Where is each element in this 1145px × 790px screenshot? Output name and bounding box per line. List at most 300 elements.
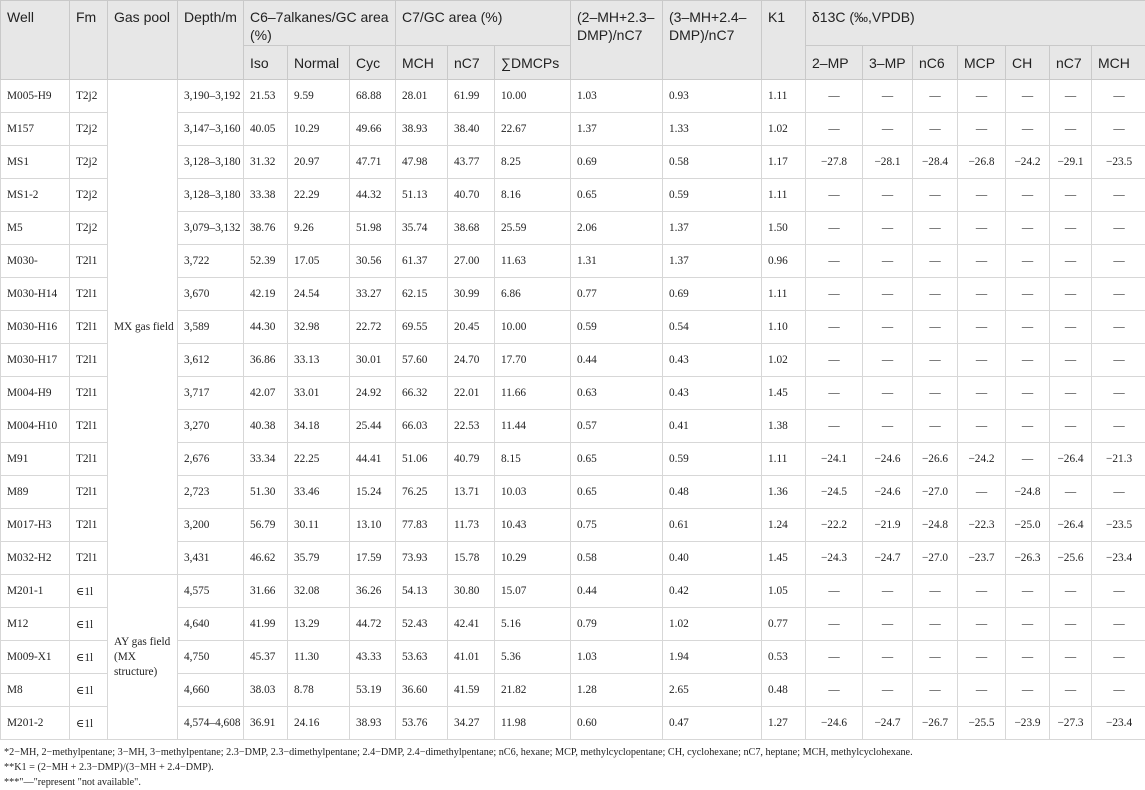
cell-nc6: — — [913, 113, 958, 146]
cell-r2: 0.58 — [663, 146, 762, 179]
cell-mcp: −24.2 — [958, 443, 1006, 476]
cell-iso: 52.39 — [244, 245, 288, 278]
col-header-d-mcp: MCP — [958, 46, 1006, 80]
cell-ch: — — [1006, 179, 1050, 212]
cell-fm: T2l1 — [70, 311, 108, 344]
cell-dmch: −21.3 — [1092, 443, 1145, 476]
cell-ch: — — [1006, 641, 1050, 674]
cell-r1: 0.63 — [571, 377, 663, 410]
cell-nc7: 38.40 — [448, 113, 495, 146]
cell-r1: 1.28 — [571, 674, 663, 707]
cell-iso: 38.76 — [244, 212, 288, 245]
cell-cyc: 30.01 — [350, 344, 396, 377]
cell-r1: 0.44 — [571, 575, 663, 608]
cell-normal: 33.01 — [288, 377, 350, 410]
cell-nc6: −26.7 — [913, 707, 958, 740]
cell-dmcps: 10.29 — [495, 542, 571, 575]
cell-dmcps: 8.25 — [495, 146, 571, 179]
cell-k1: 1.17 — [762, 146, 806, 179]
cell-k1: 1.11 — [762, 278, 806, 311]
cell-well: M005-H9 — [1, 80, 70, 113]
cell-depth: 4,575 — [178, 575, 244, 608]
cell-mp3: −24.7 — [863, 707, 913, 740]
cell-nc7: 11.73 — [448, 509, 495, 542]
cell-r2: 2.65 — [663, 674, 762, 707]
cell-well: M030-H14 — [1, 278, 70, 311]
cell-depth: 3,722 — [178, 245, 244, 278]
cell-cyc: 13.10 — [350, 509, 396, 542]
cell-ch: — — [1006, 245, 1050, 278]
cell-mp3: −24.6 — [863, 443, 913, 476]
cell-r2: 0.59 — [663, 179, 762, 212]
cell-k1: 1.36 — [762, 476, 806, 509]
cell-k1: 1.02 — [762, 344, 806, 377]
cell-well: M5 — [1, 212, 70, 245]
cell-mp3: — — [863, 80, 913, 113]
cell-iso: 40.38 — [244, 410, 288, 443]
cell-dmch: −23.5 — [1092, 509, 1145, 542]
col-header-d13c-group: δ13C (‰,VPDB) — [806, 1, 1145, 46]
col-header-d-mch: MCH — [1092, 46, 1145, 80]
cell-mp3: — — [863, 608, 913, 641]
cell-mch: 47.98 — [396, 146, 448, 179]
cell-mch: 35.74 — [396, 212, 448, 245]
cell-mcp: — — [958, 641, 1006, 674]
footnote: *2−MH, 2−methylpentane; 3−MH, 3−methylpentane; 2.3−DMP, 2.3−dimethylpentane; 2.4−DMP, 2.4−dimethylpentane; nC6, hexane; MCP, methylcyclopentane; CH, cyclohexane; nC7, heptane; MCH, methylcyclohexane. — [4, 747, 913, 758]
col-header-depth: Depth/m — [178, 1, 244, 80]
col-header-alkanes-group: C6–7alkanes/GC area (%) — [244, 1, 396, 46]
cell-depth: 4,660 — [178, 674, 244, 707]
cell-r2: 0.43 — [663, 377, 762, 410]
cell-fm: T2l1 — [70, 410, 108, 443]
cell-iso: 46.62 — [244, 542, 288, 575]
cell-mp3: — — [863, 212, 913, 245]
cell-r2: 0.42 — [663, 575, 762, 608]
cell-nc7: 41.59 — [448, 674, 495, 707]
cell-depth: 3,200 — [178, 509, 244, 542]
cell-iso: 42.19 — [244, 278, 288, 311]
cell-dmcps: 17.70 — [495, 344, 571, 377]
cell-mch: 61.37 — [396, 245, 448, 278]
cell-depth: 3,670 — [178, 278, 244, 311]
cell-iso: 21.53 — [244, 80, 288, 113]
cell-dmch: −23.5 — [1092, 146, 1145, 179]
cell-cyc: 49.66 — [350, 113, 396, 146]
cell-mp3: — — [863, 113, 913, 146]
cell-k1: 1.24 — [762, 509, 806, 542]
cell-dmch: — — [1092, 377, 1145, 410]
cell-mch: 62.15 — [396, 278, 448, 311]
cell-r1: 0.79 — [571, 608, 663, 641]
cell-r1: 2.06 — [571, 212, 663, 245]
table-row — [1, 575, 1145, 608]
cell-r2: 0.59 — [663, 443, 762, 476]
cell-depth: 3,270 — [178, 410, 244, 443]
cell-mp3: — — [863, 278, 913, 311]
cell-iso: 36.86 — [244, 344, 288, 377]
cell-mp2: −24.1 — [806, 443, 863, 476]
cell-mp3: — — [863, 245, 913, 278]
cell-dmch: −23.4 — [1092, 707, 1145, 740]
cell-normal: 13.29 — [288, 608, 350, 641]
cell-fm: T2l1 — [70, 476, 108, 509]
cell-nc7: 15.78 — [448, 542, 495, 575]
cell-dmcps: 21.82 — [495, 674, 571, 707]
cell-fm: T2l1 — [70, 278, 108, 311]
cell-dmch: — — [1092, 212, 1145, 245]
cell-cyc: 25.44 — [350, 410, 396, 443]
cell-nc7: 34.27 — [448, 707, 495, 740]
cell-mp2: −27.8 — [806, 146, 863, 179]
cell-dmcps: 10.43 — [495, 509, 571, 542]
cell-mp2: — — [806, 674, 863, 707]
cell-k1: 1.38 — [762, 410, 806, 443]
cell-normal: 11.30 — [288, 641, 350, 674]
cell-well: M030- — [1, 245, 70, 278]
col-header-dmcps: ∑DMCPs — [495, 46, 571, 80]
cell-mp2: — — [806, 311, 863, 344]
cell-dmcps: 11.63 — [495, 245, 571, 278]
cell-cyc: 44.41 — [350, 443, 396, 476]
cell-ch: — — [1006, 575, 1050, 608]
cell-mch: 52.43 — [396, 608, 448, 641]
col-header-ratio1: (2–MH+2.3–DMP)/nC7 — [571, 1, 663, 80]
cell-cyc: 47.71 — [350, 146, 396, 179]
cell-mp3: −24.7 — [863, 542, 913, 575]
cell-cyc: 30.56 — [350, 245, 396, 278]
col-header-d-3mp: 3–MP — [863, 46, 913, 80]
cell-dmcps: 25.59 — [495, 212, 571, 245]
cell-fm: T2j2 — [70, 113, 108, 146]
cell-nc6: — — [913, 641, 958, 674]
col-header-nc7: nC7 — [448, 46, 495, 80]
cell-r1: 0.59 — [571, 311, 663, 344]
cell-ch: — — [1006, 377, 1050, 410]
cell-normal: 8.78 — [288, 674, 350, 707]
cell-dmcps: 11.66 — [495, 377, 571, 410]
cell-fm: T2l1 — [70, 377, 108, 410]
cell-dnc7: — — [1050, 377, 1092, 410]
cell-mp3: — — [863, 410, 913, 443]
cell-dnc7: — — [1050, 113, 1092, 146]
cell-mch: 51.13 — [396, 179, 448, 212]
cell-dmcps: 11.98 — [495, 707, 571, 740]
cell-iso: 45.37 — [244, 641, 288, 674]
cell-r1: 1.37 — [571, 113, 663, 146]
cell-cyc: 68.88 — [350, 80, 396, 113]
cell-r2: 1.37 — [663, 212, 762, 245]
cell-dnc7: −29.1 — [1050, 146, 1092, 179]
cell-cyc: 36.26 — [350, 575, 396, 608]
cell-k1: 0.77 — [762, 608, 806, 641]
cell-dnc7: — — [1050, 641, 1092, 674]
cell-nc6: — — [913, 674, 958, 707]
cell-r2: 0.41 — [663, 410, 762, 443]
cell-iso: 31.32 — [244, 146, 288, 179]
cell-dnc7: — — [1050, 311, 1092, 344]
cell-well: M032-H2 — [1, 542, 70, 575]
cell-dmcps: 15.07 — [495, 575, 571, 608]
cell-r2: 0.54 — [663, 311, 762, 344]
cell-mp3: −28.1 — [863, 146, 913, 179]
col-header-fm: Fm — [70, 1, 108, 80]
cell-well: M030-H16 — [1, 311, 70, 344]
cell-cyc: 22.72 — [350, 311, 396, 344]
cell-mp3: — — [863, 311, 913, 344]
cell-fm: T2l1 — [70, 542, 108, 575]
cell-nc7: 30.99 — [448, 278, 495, 311]
cell-dmch: — — [1092, 80, 1145, 113]
cell-depth: 2,723 — [178, 476, 244, 509]
cell-depth: 3,147–3,160 — [178, 113, 244, 146]
cell-mcp: — — [958, 476, 1006, 509]
cell-ch: — — [1006, 80, 1050, 113]
cell-depth: 3,612 — [178, 344, 244, 377]
cell-well: M009-X1 — [1, 641, 70, 674]
cell-dnc7: −25.6 — [1050, 542, 1092, 575]
cell-mp2: — — [806, 344, 863, 377]
cell-depth: 3,128–3,180 — [178, 179, 244, 212]
cell-dmcps: 5.16 — [495, 608, 571, 641]
cell-dnc7: — — [1050, 608, 1092, 641]
cell-dnc7: −26.4 — [1050, 443, 1092, 476]
cell-cyc: 17.59 — [350, 542, 396, 575]
cell-cyc: 38.93 — [350, 707, 396, 740]
cell-k1: 1.45 — [762, 377, 806, 410]
cell-dnc7: — — [1050, 410, 1092, 443]
cell-r2: 1.94 — [663, 641, 762, 674]
col-header-c7-group: C7/GC area (%) — [396, 1, 571, 46]
col-header-mch: MCH — [396, 46, 448, 80]
col-header-well: Well — [1, 1, 70, 80]
cell-normal: 22.29 — [288, 179, 350, 212]
cell-iso: 40.05 — [244, 113, 288, 146]
cell-r1: 0.65 — [571, 476, 663, 509]
cell-well: MS1-2 — [1, 179, 70, 212]
cell-well: M201-2 — [1, 707, 70, 740]
cell-iso: 31.66 — [244, 575, 288, 608]
cell-iso: 36.91 — [244, 707, 288, 740]
cell-k1: 1.02 — [762, 113, 806, 146]
cell-k1: 0.53 — [762, 641, 806, 674]
cell-well: M157 — [1, 113, 70, 146]
cell-mcp: — — [958, 311, 1006, 344]
cell-nc7: 30.80 — [448, 575, 495, 608]
cell-dmcps: 8.15 — [495, 443, 571, 476]
col-header-normal: Normal — [288, 46, 350, 80]
cell-nc6: — — [913, 80, 958, 113]
cell-mcp: — — [958, 674, 1006, 707]
cell-mch: 76.25 — [396, 476, 448, 509]
cell-nc6: −27.0 — [913, 476, 958, 509]
cell-k1: 1.50 — [762, 212, 806, 245]
cell-nc6: — — [913, 344, 958, 377]
cell-nc7: 61.99 — [448, 80, 495, 113]
cell-ch: — — [1006, 410, 1050, 443]
cell-mcp: −23.7 — [958, 542, 1006, 575]
cell-nc6: — — [913, 278, 958, 311]
cell-r2: 1.33 — [663, 113, 762, 146]
cell-mch: 38.93 — [396, 113, 448, 146]
cell-depth: 2,676 — [178, 443, 244, 476]
cell-mch: 57.60 — [396, 344, 448, 377]
cell-nc7: 22.01 — [448, 377, 495, 410]
cell-k1: 0.96 — [762, 245, 806, 278]
cell-fm: ∈1l — [70, 674, 108, 707]
cell-mcp: — — [958, 575, 1006, 608]
cell-mch: 69.55 — [396, 311, 448, 344]
cell-normal: 34.18 — [288, 410, 350, 443]
cell-mp2: — — [806, 377, 863, 410]
cell-nc6: −26.6 — [913, 443, 958, 476]
cell-ch: — — [1006, 212, 1050, 245]
cell-normal: 30.11 — [288, 509, 350, 542]
cell-ch: — — [1006, 443, 1050, 476]
cell-nc7: 43.77 — [448, 146, 495, 179]
col-header-d-2mp: 2–MP — [806, 46, 863, 80]
cell-r2: 0.43 — [663, 344, 762, 377]
col-header-k1: K1 — [762, 1, 806, 80]
cell-cyc: 44.72 — [350, 608, 396, 641]
cell-mp2: — — [806, 245, 863, 278]
cell-normal: 24.16 — [288, 707, 350, 740]
cell-dmch: — — [1092, 674, 1145, 707]
cell-cyc: 15.24 — [350, 476, 396, 509]
table-row — [1, 80, 1145, 113]
cell-cyc: 33.27 — [350, 278, 396, 311]
cell-mp2: — — [806, 278, 863, 311]
cell-mcp: — — [958, 410, 1006, 443]
cell-well: M91 — [1, 443, 70, 476]
col-header-gas-pool: Gas pool — [108, 1, 178, 80]
cell-iso: 56.79 — [244, 509, 288, 542]
cell-mcp: — — [958, 179, 1006, 212]
cell-mcp: — — [958, 377, 1006, 410]
cell-k1: 1.11 — [762, 443, 806, 476]
col-header-ratio2: (3–MH+2.4–DMP)/nC7 — [663, 1, 762, 80]
col-header-d-nc6: nC6 — [913, 46, 958, 80]
cell-nc7: 40.70 — [448, 179, 495, 212]
cell-nc7: 41.01 — [448, 641, 495, 674]
cell-mcp: — — [958, 608, 1006, 641]
cell-k1: 1.11 — [762, 80, 806, 113]
cell-dmcps: 6.86 — [495, 278, 571, 311]
cell-depth: 3,190–3,192 — [178, 80, 244, 113]
cell-iso: 51.30 — [244, 476, 288, 509]
footnote: ***"—"represent "not available". — [4, 777, 141, 788]
cell-k1: 0.48 — [762, 674, 806, 707]
cell-dmch: — — [1092, 311, 1145, 344]
cell-r1: 0.69 — [571, 146, 663, 179]
cell-nc7: 22.53 — [448, 410, 495, 443]
cell-well: M89 — [1, 476, 70, 509]
cell-depth: 3,079–3,132 — [178, 212, 244, 245]
cell-dnc7: — — [1050, 344, 1092, 377]
cell-dnc7: −26.4 — [1050, 509, 1092, 542]
cell-well: MS1 — [1, 146, 70, 179]
cell-nc6: −24.8 — [913, 509, 958, 542]
cell-iso: 41.99 — [244, 608, 288, 641]
cell-iso: 42.07 — [244, 377, 288, 410]
cell-well: M12 — [1, 608, 70, 641]
cell-well: M8 — [1, 674, 70, 707]
cell-fm: T2j2 — [70, 179, 108, 212]
cell-ch: — — [1006, 344, 1050, 377]
cell-k1: 1.45 — [762, 542, 806, 575]
cell-mp2: — — [806, 80, 863, 113]
cell-fm: ∈1l — [70, 575, 108, 608]
cell-nc6: — — [913, 377, 958, 410]
cell-cyc: 44.32 — [350, 179, 396, 212]
cell-r2: 1.37 — [663, 245, 762, 278]
cell-dnc7: — — [1050, 575, 1092, 608]
cell-dmcps: 10.00 — [495, 311, 571, 344]
cell-depth: 4,640 — [178, 608, 244, 641]
cell-dmcps: 5.36 — [495, 641, 571, 674]
cell-iso: 44.30 — [244, 311, 288, 344]
col-header-iso: Iso — [244, 46, 288, 80]
table-footnotes — [0, 740, 1145, 790]
cell-mp3: −21.9 — [863, 509, 913, 542]
cell-r1: 0.75 — [571, 509, 663, 542]
cell-mp3: — — [863, 641, 913, 674]
cell-dnc7: −27.3 — [1050, 707, 1092, 740]
cell-ch: — — [1006, 113, 1050, 146]
cell-nc7: 24.70 — [448, 344, 495, 377]
cell-fm: T2l1 — [70, 245, 108, 278]
gas-pool-cell: AY gas field (MX structure) — [108, 575, 178, 740]
cell-nc6: −28.4 — [913, 146, 958, 179]
cell-mch: 51.06 — [396, 443, 448, 476]
cell-nc7: 20.45 — [448, 311, 495, 344]
cell-r2: 1.02 — [663, 608, 762, 641]
cell-r1: 0.44 — [571, 344, 663, 377]
cell-ch: −23.9 — [1006, 707, 1050, 740]
cell-well: M004-H9 — [1, 377, 70, 410]
cell-fm: T2j2 — [70, 80, 108, 113]
cell-fm: ∈1l — [70, 608, 108, 641]
cell-r1: 0.58 — [571, 542, 663, 575]
cell-mcp: — — [958, 80, 1006, 113]
cell-cyc: 51.98 — [350, 212, 396, 245]
cell-well: M017-H3 — [1, 509, 70, 542]
cell-dmch: — — [1092, 278, 1145, 311]
cell-depth: 4,574–4,608 — [178, 707, 244, 740]
cell-k1: 1.05 — [762, 575, 806, 608]
cell-mch: 28.01 — [396, 80, 448, 113]
cell-ch: — — [1006, 674, 1050, 707]
cell-r1: 0.60 — [571, 707, 663, 740]
cell-nc6: −27.0 — [913, 542, 958, 575]
cell-mcp: −26.8 — [958, 146, 1006, 179]
cell-dnc7: — — [1050, 245, 1092, 278]
cell-dmcps: 22.67 — [495, 113, 571, 146]
cell-mch: 66.32 — [396, 377, 448, 410]
cell-r2: 0.48 — [663, 476, 762, 509]
cell-normal: 32.98 — [288, 311, 350, 344]
cell-dmch: −23.4 — [1092, 542, 1145, 575]
cell-mp3: — — [863, 179, 913, 212]
cell-nc6: — — [913, 608, 958, 641]
cell-normal: 32.08 — [288, 575, 350, 608]
cell-r2: 0.69 — [663, 278, 762, 311]
cell-mp2: — — [806, 575, 863, 608]
cell-r1: 0.65 — [571, 179, 663, 212]
cell-depth: 3,717 — [178, 377, 244, 410]
cell-dmch: — — [1092, 245, 1145, 278]
cell-fm: T2l1 — [70, 344, 108, 377]
cell-cyc: 53.19 — [350, 674, 396, 707]
